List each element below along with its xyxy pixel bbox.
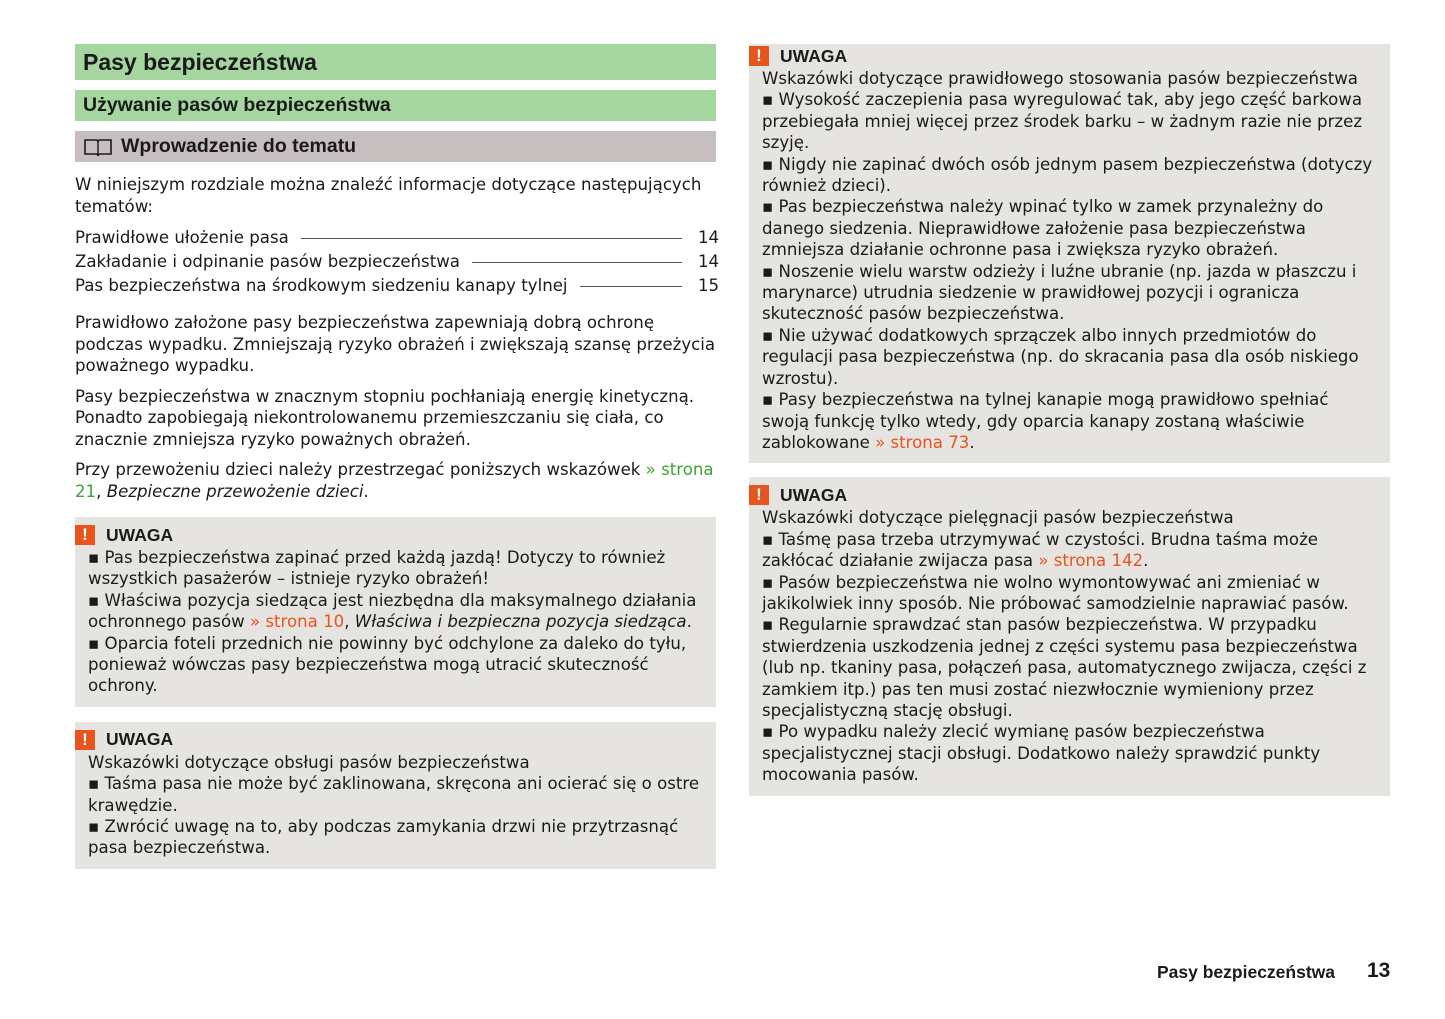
chapter-title: Pasy bezpieczeństwa — [75, 44, 716, 80]
toc-label: Prawidłowe ułożenie pasa — [75, 228, 289, 247]
page-link[interactable]: » strona 10 — [249, 612, 345, 632]
warning-bullet — [88, 590, 704, 633]
exclamation-icon: ! — [749, 485, 769, 505]
toc-page: 14 — [698, 228, 720, 247]
toc-leader — [301, 238, 682, 239]
para-italic: Bezpieczne przewożenie dzieci — [106, 481, 364, 501]
warning-bullet: ▪ Nie używać dodatkowych sprzączek albo innych przedmiotów do regulacji pasa bezpieczeństwa (np. do skracania pasa dla osób niskiego wzrostu). — [762, 325, 1378, 389]
paragraph: Pasy bezpieczeństwa w znacznym stopniu pochłaniają energię kinetyczną. Ponadto zapobiegają niekontrolowanemu przemieszczaniu się ciała, co znacznie zmniejsza ryzyko poważnych obrażeń. — [75, 386, 695, 449]
footer-chapter-title: Pasy bezpieczeństwa — [1157, 962, 1335, 982]
section-title: Używanie pasów bezpieczeństwa — [75, 90, 716, 121]
warning-bullet: ▪ Oparcia foteli przednich nie powinny być odchylone za daleko do tyłu, ponieważ wówczas pasy bezpieczeństwa mogą utracić skuteczność ochrony. — [88, 633, 704, 697]
toc-leader — [580, 286, 682, 287]
warning-box — [75, 722, 716, 869]
warning-title: UWAGA — [106, 524, 174, 545]
warning-header — [75, 523, 704, 547]
toc-label: Zakładanie i odpinanie pasów bezpieczeństwa — [75, 252, 460, 271]
warning-title: UWAGA — [106, 729, 174, 750]
para-end: . — [363, 481, 369, 501]
warning-bullet: ▪ Pas bezpieczeństwa zapinać przed każdą jazdą! Dotyczy to również wszystkich pasażerów – istnieje ryzyko obrażeń! — [88, 547, 704, 590]
page-number: 13 — [1367, 959, 1391, 982]
warning-bullet: ▪ Taśma pasa nie może być zaklinowana, skręcona ani ocierać się o ostre krawędzie. — [88, 773, 704, 816]
warning-box — [75, 517, 716, 707]
warning-box — [749, 44, 1390, 463]
toc-row[interactable] — [75, 250, 720, 274]
exclamation-icon: ! — [749, 46, 769, 66]
page-link[interactable]: » strona 73 — [875, 432, 970, 452]
left-column — [75, 44, 720, 869]
warning-bullet: ▪ Pas bezpieczeństwa należy wpinać tylko w zamek przynależny do danego siedzenia. Nieprawidłowe założenie pasa bezpieczeństwa zmniejsza działanie ochronne pasa i zwiększa ryzyko obrażeń. — [762, 196, 1378, 260]
bullet-sep: , — [344, 612, 355, 632]
para-sep: , — [96, 481, 107, 501]
warning-lead: Wskazówki dotyczące pielęgnacji pasów bezpieczeństwa — [762, 508, 1234, 528]
toc-label: Pas bezpieczeństwa na środkowym siedzeniu kanapy tylnej — [75, 276, 568, 295]
bullet-text: Pasy bezpieczeństwa na tylnej kanapie mogą prawidłowo spełniać swoją funkcję tylko wtedy, gdy oparcia kanapy zostaną właściwie zablokowane — [762, 390, 1329, 452]
bullet-text: Taśmę pasa trzeba utrzymywać w czystości. Brudna taśma może zakłócać działanie zwijacza pasa — [762, 529, 1319, 571]
warning-bullet: ▪ Po wypadku należy zlecić wymianę pasów bezpieczeństwa specjalistycznej stacji obsługi. Dodatkowo należy sprawdzić punkty mocowania pasów. — [762, 721, 1378, 785]
exclamation-icon: ! — [75, 525, 95, 545]
bullet-text: Właściwa pozycja siedząca jest niezbędna dla maksymalnego działania ochronnego pasów — [88, 590, 697, 632]
warning-header — [749, 483, 1378, 507]
warning-title: UWAGA — [780, 45, 848, 66]
warning-title: UWAGA — [780, 484, 848, 505]
bullet-end: . — [686, 612, 692, 632]
warning-lead: Wskazówki dotyczące obsługi pasów bezpieczeństwa — [88, 752, 530, 772]
paragraph-children — [75, 459, 716, 502]
table-of-contents — [75, 226, 720, 298]
toc-leader — [472, 262, 682, 263]
subsection-title-text: Wprowadzenie do tematu — [121, 135, 357, 157]
warning-bullet: ▪ Wysokość zaczepienia pasa wyregulować tak, aby jego część barkowa przebiegała mniej więcej przez środek barku – w żadnym razie nie przez szyję. — [762, 89, 1378, 153]
intro-text: W niniejszym rozdziale można znaleźć informacje dotyczące następujących tematów: — [75, 175, 702, 216]
toc-row[interactable] — [75, 226, 720, 250]
page-link[interactable]: » strona 21 — [75, 460, 714, 501]
warning-bullet: ▪ Nigdy nie zapinać dwóch osób jednym pasem bezpieczeństwa (dotyczy również dzieci). — [762, 154, 1378, 197]
bullet-end: . — [1143, 551, 1149, 571]
right-column — [749, 44, 1390, 796]
page-link[interactable]: » strona 142 — [1038, 551, 1144, 571]
toc-row[interactable] — [75, 274, 720, 298]
bullet-italic: Właściwa i bezpieczna pozycja siedząca — [354, 612, 687, 632]
warning-bullet — [762, 389, 1378, 453]
warning-header — [75, 728, 704, 752]
para-text: Przy przewożeniu dzieci należy przestrzegać poniższych wskazówek — [75, 460, 646, 479]
bullet-end: . — [969, 432, 975, 452]
warning-bullet: ▪ Noszenie wielu warstw odzieży i luźne ubranie (np. jazda w płaszczu i marynarce) utrudnia siedzenie w prawidłowej pozycji i ogranicza skuteczność pasów bezpieczeństwa. — [762, 261, 1378, 325]
paragraph: Prawidłowo założone pasy bezpieczeństwa zapewniają dobrą ochronę podczas wypadku. Zmniejszają ryzyko obrażeń i zwiększają szansę przeżycia poważnego wypadku. — [75, 313, 716, 375]
toc-page: 15 — [698, 276, 720, 295]
toc-page: 14 — [698, 252, 720, 271]
subsection-title — [75, 131, 716, 162]
warning-bullet: ▪ Regularnie sprawdzać stan pasów bezpieczeństwa. W przypadku stwierdzenia uszkodzenia jednej z części systemu pasa bezpieczeństwa (lub np. tkaniny pasa, połączeń pasa, automatycznego zwijacza, części z zamkiem itp.) pas ten musi zostać niezwłocznie wymieniony przez specjalistyczną stację obsługi. — [762, 614, 1378, 721]
warning-box — [749, 477, 1390, 795]
exclamation-icon: ! — [75, 730, 95, 750]
warning-lead: Wskazówki dotyczące prawidłowego stosowania pasów bezpieczeństwa — [762, 69, 1358, 88]
warning-bullet: ▪ Pasów bezpieczeństwa nie wolno wymontowywać ani zmieniać w jakikolwiek inny sposób. Nie próbować samodzielnie naprawiać pasów. — [762, 572, 1378, 615]
warning-bullet: ▪ Zwrócić uwagę na to, aby podczas zamykania drzwi nie przytrzasnąć pasa bezpieczeństwa. — [88, 816, 704, 859]
warning-header — [749, 44, 1378, 68]
book-icon — [83, 137, 113, 157]
warning-bullet — [762, 529, 1378, 572]
